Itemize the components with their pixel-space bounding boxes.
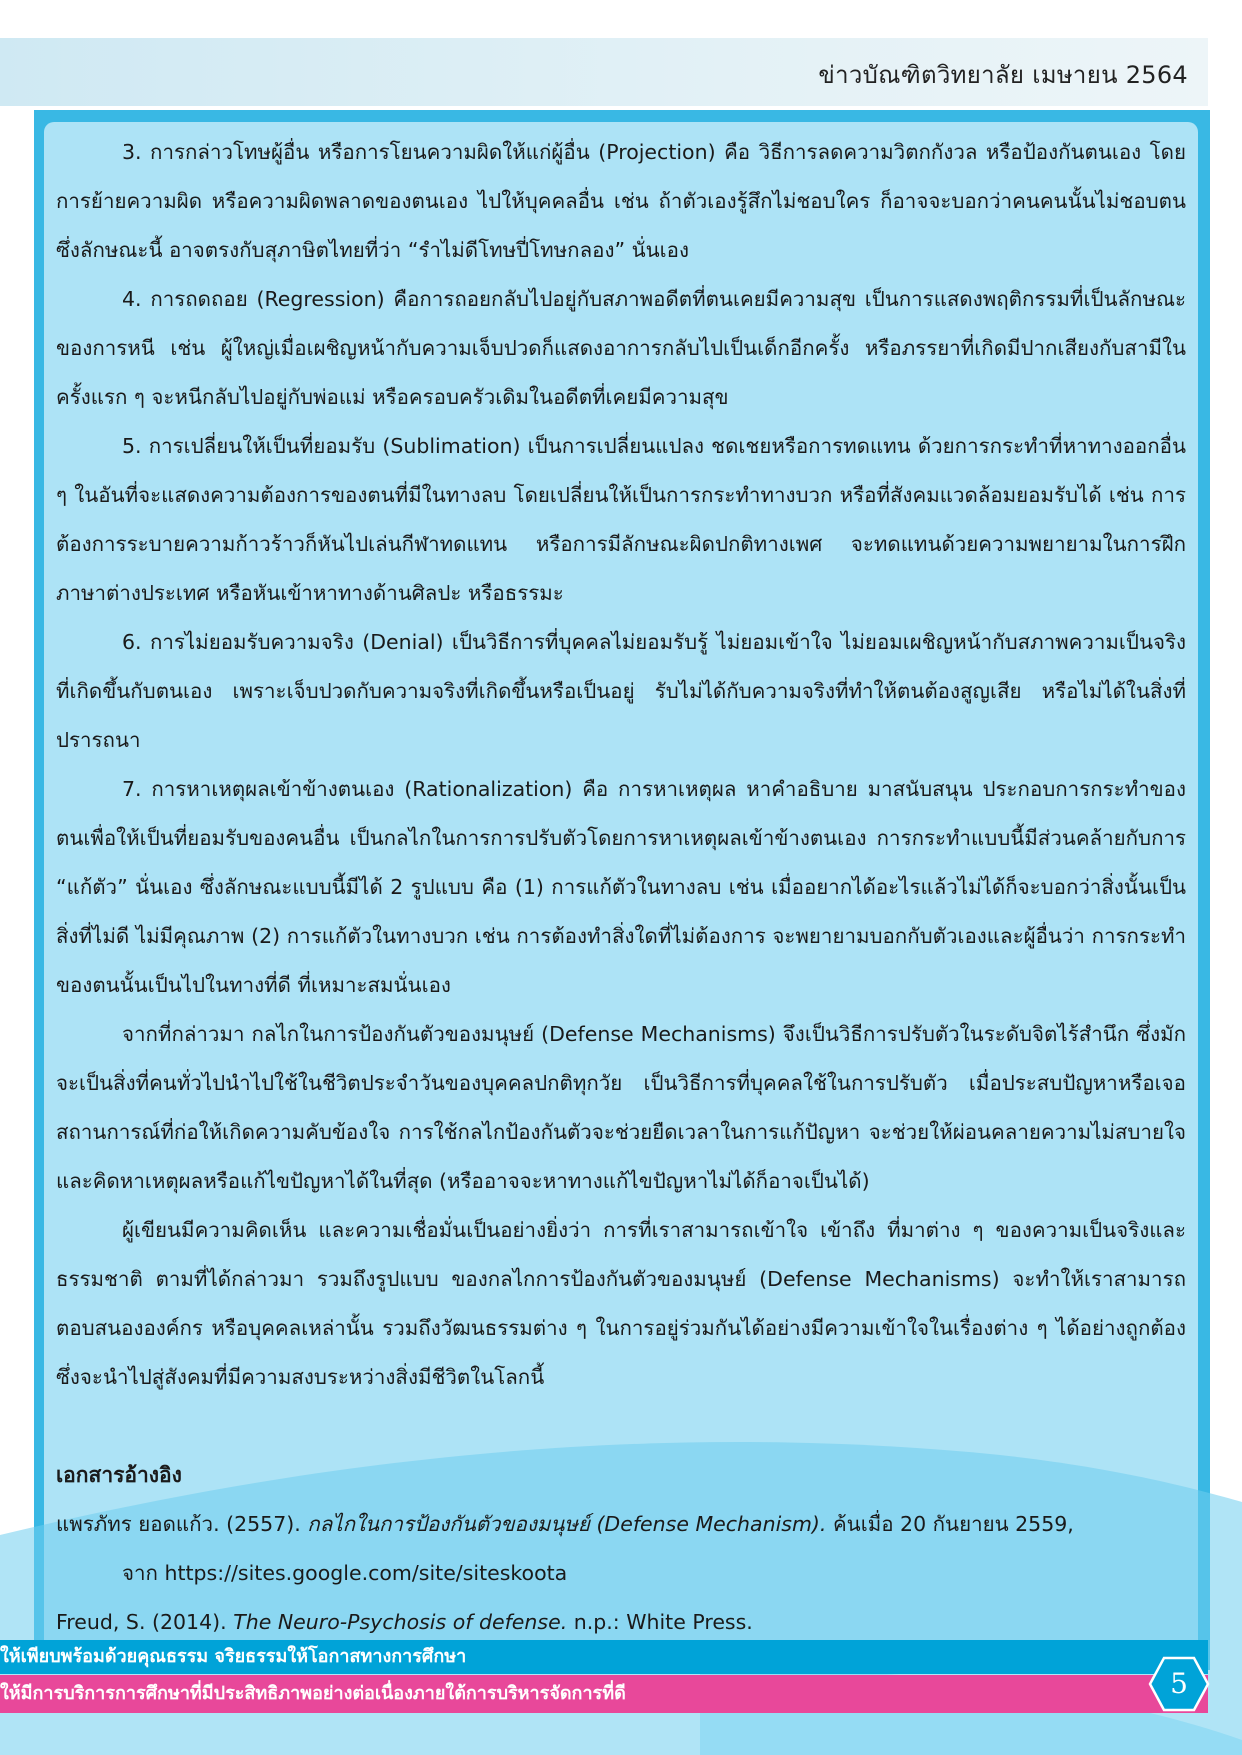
reference-details: ค้นเมื่อ 20 กันยายน 2559, — [826, 1512, 1074, 1536]
paragraph-projection: 3. การกล่าวโทษผู้อื่น หรือการโยนความผิดให้แก่ผู้อื่น (Projection) คือ วิธีการลดความวิตกกังวล หรือป้องกันตนเอง โดยการย้ายความผิด หรือความผิดพลาดของตนเอง ไปให้บุคคลอื่น เช่น ถ้าตัวเองรู้สึกไม่ชอบใคร ก็อาจจะบอกว่าคนคนนั้นไม่ชอบตน ซึ่งลักษณะนี้ อาจตรงกับสุภาษิตไทยที่ว่า “รำไม่ดีโทษปี่โทษกลอง” นั่นเอง — [56, 140, 1186, 262]
reference-details: n.p.: White Press. — [567, 1610, 753, 1634]
paragraph-regression: 4. การถดถอย (Regression) คือการถอยกลับไปอยู่กับสภาพอดีตที่ตนเคยมีความสุข เป็นการแสดงพฤติกรรมที่เป็นลักษณะของการหนี เช่น ผู้ใหญ่เมื่อเผชิญหน้ากับความเจ็บปวดก็แสดงอาการกลับไปเป็นเด็กอีกครั้ง หรือภรรยาที่เกิดมีปากเสียงกับสามีในครั้งแรก ๆ จะหนีกลับไปอยู่กับพ่อแม่ หรือครอบครัวเดิมในอดีตที่เคยมีความสุข — [56, 287, 1186, 409]
article-body — [56, 128, 1186, 1402]
paragraph-denial: 6. การไม่ยอมรับความจริง (Denial) เป็นวิธีการที่บุคคลไม่ยอมรับรู้ ไม่ยอมเข้าใจ ไม่ยอมเผชิญหน้ากับสภาพความเป็นจริงที่เกิดขึ้นกับตนเอง เพราะเจ็บปวดกับความจริงที่เกิดขึ้นหรือเป็นอยู่ รับไม่ได้กับความจริงที่ทำให้ตนต้องสูญเสีย หรือไม่ได้ในสิ่งที่ปรารถนา — [56, 630, 1186, 752]
reference-item — [56, 1499, 1074, 1549]
reference-url[interactable]: จาก https://sites.google.com/site/siteskoota — [122, 1561, 568, 1585]
paragraph-sublimation: 5. การเปลี่ยนให้เป็นที่ยอมรับ (Sublimation) เป็นการเปลี่ยนแปลง ชดเชยหรือการทดแทน ด้วยการกระทำที่หาทางออกอื่น ๆ ในอันที่จะแสดงความต้องการของตนที่มีในทางลบ โดยเปลี่ยนให้เป็นการกระทำทางบวก หรือที่สังคมแวดล้อมยอมรับได้ เช่น การต้องการระบายความก้าวร้าวก็หันไปเล่นกีฬาทดแทน หรือการมีลักษณะผิดปกติทางเพศ จะทดแทนด้วยความพยายามในการฝึกภาษาต่างประเทศ หรือหันเข้าหาทางด้านศิลปะ หรือธรรมะ — [56, 434, 1186, 605]
paragraph-summary: จากที่กล่าวมา กลไกในการป้องกันตัวของมนุษย์ (Defense Mechanisms) จึงเป็นวิธีการปรับตัวในระดับจิตไร้สำนึก ซึ่งมักจะเป็นสิ่งที่คนทั่วไปนำไปใช้ในชีวิตประจำวันของบุคคลปกติทุกวัย เป็นวิธีการที่บุคคลใช้ในการปรับตัว เมื่อประสบปัญหาหรือเจอสถานการณ์ที่ก่อให้เกิดความคับข้องใจ การใช้กลไกป้องกันตัวจะช่วยยืดเวลาในการแก้ปัญหา จะช่วยให้ผ่อนคลายความไม่สบายใจ และคิดหาเหตุผลหรือแก้ไขปัญหาได้ในที่สุด (หรืออาจจะหาทางแก้ไขปัญหาไม่ได้ก็อาจเป็นได้) — [56, 1022, 1186, 1193]
reference-title: The Neuro-Psychosis of defense. — [233, 1610, 568, 1634]
reference-author: แพรภัทร ยอดแก้ว. (2557). — [56, 1512, 308, 1536]
page-number: 5 — [1170, 1667, 1188, 1700]
reference-author: Freud, S. (2014). — [56, 1610, 234, 1634]
footer-slogan-line1: ให้เพียบพร้อมด้วยคุณธรรม จริยธรรมให้โอกาสทางการศึกษา — [0, 1640, 1208, 1674]
paragraph-conclusion: ผู้เขียนมีความคิดเห็น และความเชื่อมั่นเป็นอย่างยิ่งว่า การที่เราสามารถเข้าใจ เข้าถึง ที่มาต่าง ๆ ของความเป็นจริงและธรรมชาติ ตามที่ได้กล่าวมา รวมถึงรูปแบบ ของกลไกการป้องกันตัวของมนุษย์ (Defense Mechanisms) จะทำให้เราสามารถตอบสนององค์กร หรือบุคคลเหล่านั้น รวมถึงวัฒนธรรมต่าง ๆ ในการอยู่ร่วมกันได้อย่างมีความเข้าใจในเรื่องต่าง ๆ ได้อย่างถูกต้อง ซึ่งจะนำไปสู่สังคมที่มีความสงบระหว่างสิ่งมีชีวิตในโลกนี้ — [56, 1218, 1186, 1389]
footer-slogan-line2: ให้มีการบริการการศึกษาที่มีประสิทธิภาพอย่างต่อเนื่องภายใต้การบริหารจัดการที่ดี — [0, 1675, 1208, 1713]
newsletter-title: ข่าวบัณฑิตวิทยาลัย เมษายน 2564 — [818, 61, 1188, 89]
paragraph-rationalization: 7. การหาเหตุผลเข้าข้างตนเอง (Rationalization) คือ การหาเหตุผล หาคำอธิบาย มาสนับสนุน ประกอบการกระทำของตนเพื่อให้เป็นที่ยอมรับของคนอื่น เป็นกลไกในการการปรับตัวโดยการหาเหตุผลเข้าข้างตนเอง การกระทำแบบนี้มีส่วนคล้ายกับการ “แก้ตัว” นั่นเอง ซึ่งลักษณะแบบนี้มีได้ 2 รูปแบบ คือ (1) การแก้ตัวในทางลบ เช่น เมื่ออยากได้อะไรแล้วไม่ได้ก็จะบอกว่าสิ่งนั้นเป็นสิ่งที่ไม่ดี ไม่มีคุณภาพ (2) การแก้ตัวในทางบวก เช่น การต้องทำสิ่งใดที่ไม่ต้องการ จะพยายามบอกกับตัวเองและผู้อื่นว่า การกระทำของตนนั้นเป็นไปในทางที่ดี ที่เหมาะสมนั่นเอง — [56, 777, 1186, 997]
reference-title: กลไกในการป้องกันตัวของมนุษย์ (Defense Mechanism). — [307, 1512, 827, 1536]
references-heading: เอกสารอ้างอิง — [56, 1463, 182, 1487]
